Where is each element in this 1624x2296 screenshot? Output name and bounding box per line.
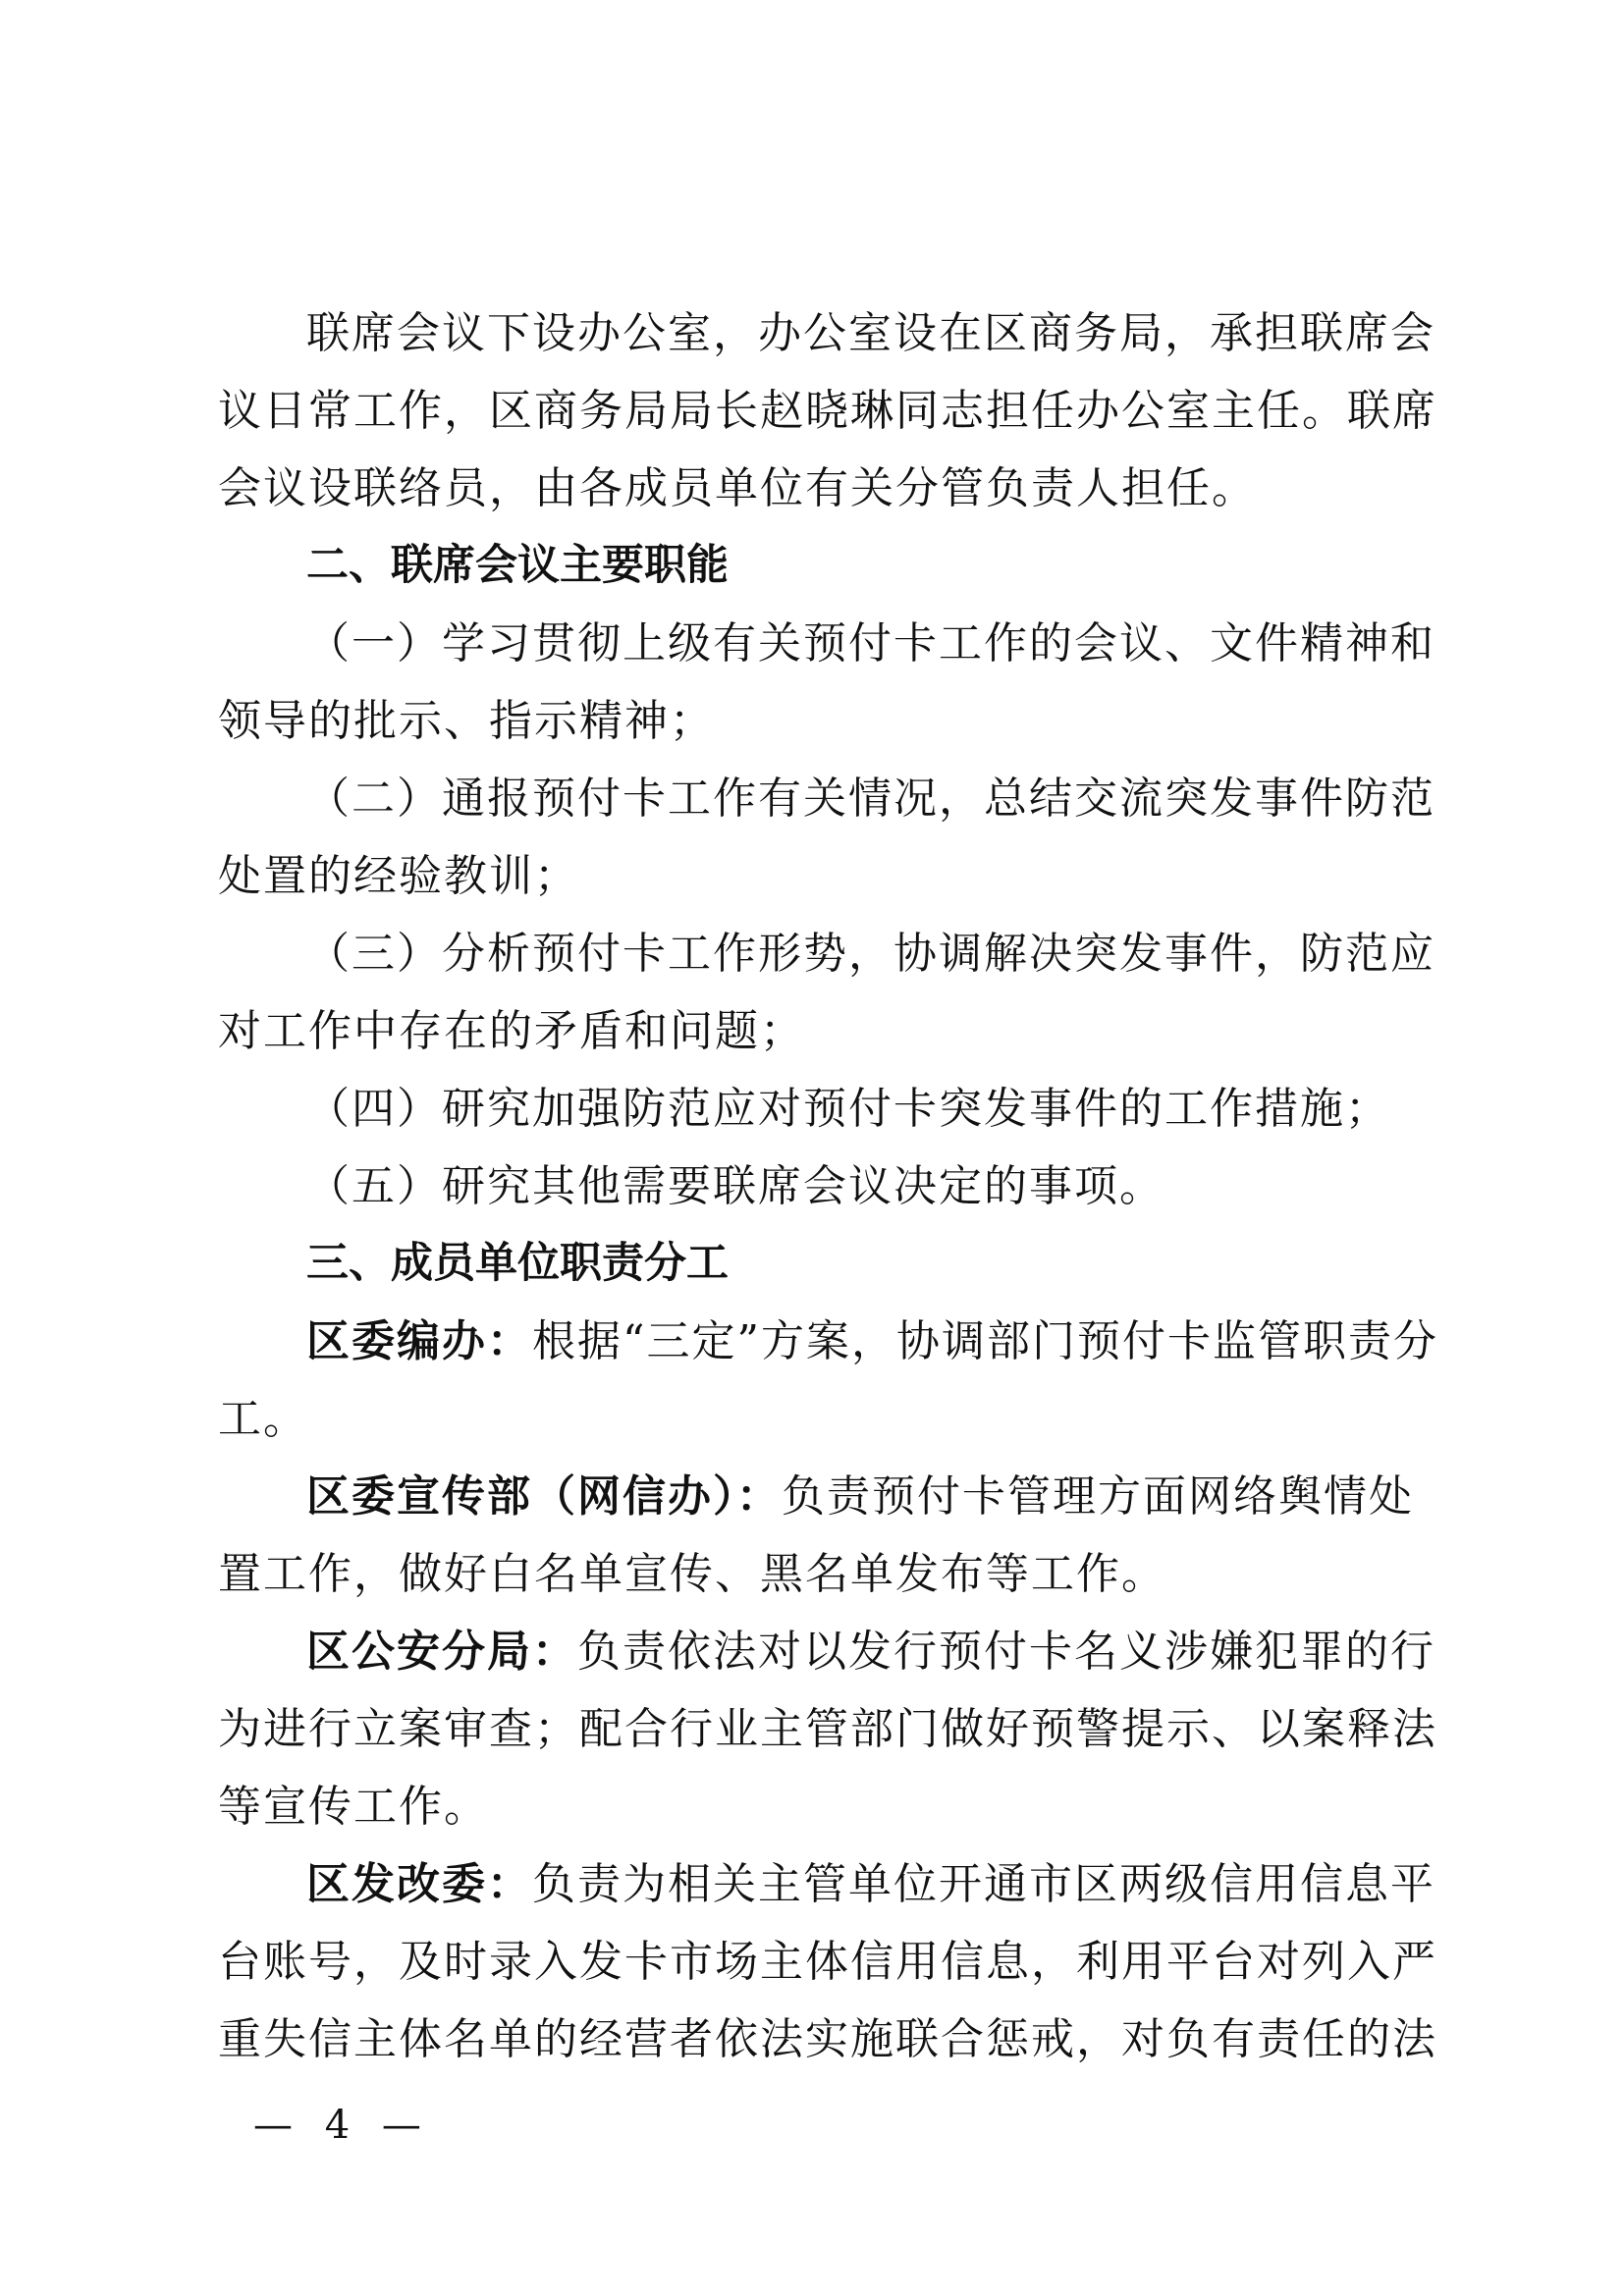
paragraph-line: （四）研究加强防范应对预付卡突发事件的工作措施； — [306, 1084, 1390, 1134]
unit-name: 区公安分局： — [306, 1627, 577, 1677]
paragraph-line: 台账号，及时录入发卡市场主体信用信息，利用平台对列入严 — [218, 1937, 1437, 1987]
paragraph-line: （五）研究其他需要联席会议决定的事项。 — [306, 1161, 1164, 1211]
paragraph-line — [218, 1613, 1435, 1690]
document-body — [218, 294, 1438, 2078]
section-heading: 三、成员单位职责分工 — [306, 1239, 729, 1288]
unit-duty-text: 根据“三定”方案，协调部门预付卡监管职责分 — [532, 1316, 1438, 1366]
page-number: — 4 — — [253, 2103, 431, 2148]
unit-name: 区委编办： — [306, 1316, 532, 1366]
paragraph-line: （二）通报预付卡工作有关情况，总结交流突发事件防范 — [306, 774, 1435, 824]
paragraph-line: 对工作中存在的矛盾和问题； — [218, 1006, 805, 1056]
paragraph-line: 处置的经验教训； — [218, 851, 579, 901]
unit-name: 区发改委： — [306, 1859, 532, 1909]
section-heading: 二、联席会议主要职能 — [306, 541, 729, 590]
paragraph-line: 重失信主体名单的经营者依法实施联合惩戒，对负有责任的法 — [218, 2014, 1437, 2064]
paragraph-line: 联席会议下设办公室，办公室设在区商务局，承担联席会 — [306, 308, 1435, 358]
unit-duty-text: 负责为相关主管单位开通市区两级信用信息平 — [532, 1859, 1435, 1909]
paragraph-line: （一）学习贯彻上级有关预付卡工作的会议、文件精神和 — [306, 618, 1435, 668]
paragraph-line: （三）分析预付卡工作形势，协调解决突发事件，防范应 — [306, 929, 1435, 979]
paragraph-line — [218, 1458, 1412, 1535]
paragraph-line: 等宣传工作。 — [218, 1782, 489, 1832]
paragraph-line: 为进行立案审查；配合行业主管部门做好预警提示、以案释法 — [218, 1704, 1437, 1754]
paragraph-line — [218, 1845, 1435, 1923]
paragraph-line: 置工作，做好白名单宣传、黑名单发布等工作。 — [218, 1549, 1166, 1599]
paragraph-line: 领导的批示、指示精神； — [218, 696, 715, 746]
paragraph-line: 议日常工作，区商务局局长赵晓琳同志担任办公室主任。联席 — [218, 386, 1437, 436]
unit-duty-text: 负责依法对以发行预付卡名义涉嫌犯罪的行 — [577, 1627, 1435, 1677]
paragraph-line: 工。 — [218, 1394, 308, 1444]
paragraph-line: 会议设联络员，由各成员单位有关分管负责人担任。 — [218, 463, 1257, 513]
unit-duty-text: 负责预付卡管理方面网络舆情处 — [782, 1471, 1414, 1522]
unit-name: 区委宣传部（网信办）： — [306, 1471, 782, 1522]
paragraph-line — [218, 1303, 1438, 1380]
